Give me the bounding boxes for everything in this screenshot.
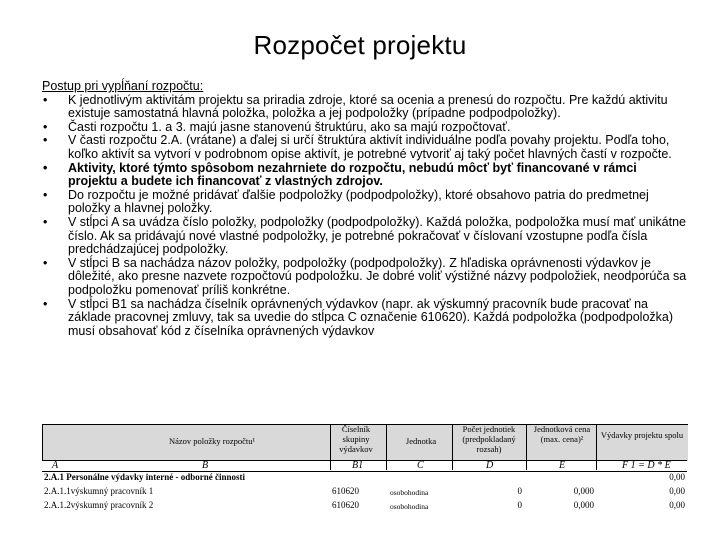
slide-title: Rozpočet projektu <box>253 30 467 60</box>
table-row <box>44 486 153 497</box>
column-divider <box>526 424 527 470</box>
header-ciselnik: Číselník skupiny výdavkov <box>339 424 373 454</box>
header-vydavky: Výdavky projektu spolu <box>600 430 684 440</box>
row-price: 0,000 <box>573 486 594 496</box>
instructions-list <box>42 94 687 339</box>
row-name: výskumný pracovník 2 <box>70 500 154 510</box>
header-cena: Jednotková cena (max. cena)² <box>533 424 591 444</box>
row-code: 610620 <box>332 500 359 510</box>
row-count: 0 <box>517 486 522 496</box>
list-item: • V stĺpci A sa uvádza číslo položky, podpoložky (podpodpoložky). Každá položka, podpoložka musí mať unikátne číslo. Ak sa pridávajú nové vlastné podpoložky, je potrebné pokračovať v číslovaní vzostupne podľa čísla predchádzajúcej podpoložky. <box>42 216 687 257</box>
row-total: 0,00 <box>669 500 685 510</box>
row-unit: osobohodina <box>390 502 429 511</box>
column-divider <box>452 424 453 470</box>
row-id: 2.A.1.1 <box>44 486 71 496</box>
column-letter-c: C <box>417 460 424 471</box>
row-price: 0,000 <box>573 500 594 510</box>
column-divider <box>330 424 331 470</box>
row-total: 0,00 <box>669 472 685 482</box>
instructions <box>42 80 687 338</box>
list-item: • V časti rozpočtu 2.A. (vrátane) a ďalej si určí štruktúra aktivít individuálne podľa povahy projektu. Podľa toho, koľko aktivít sa vytvorí v podrobnom opise aktivít, je potrebné vytvoriť aj taký počet hlavných častí v rozpočte. <box>42 134 687 161</box>
list-item: • K jednotlivým aktivitám projektu sa priradia zdroje, ktoré sa ocenia a prenesú do rozpočtu. Pre každú aktivitu existuje samostatná hlavná položka, položka a jej podpoložky (prípadne podpodpoložky). <box>42 94 687 121</box>
header-jednotka: Jednotka <box>405 436 437 446</box>
header-name: Názov položky rozpočtu¹ <box>168 436 256 446</box>
column-letter-e: E <box>559 460 566 471</box>
row-code: 610620 <box>332 486 359 496</box>
table-row <box>44 500 153 511</box>
column-letter-d: D <box>486 460 494 471</box>
row-id: 2.A.1.2 <box>44 500 71 510</box>
column-letter-b: B <box>202 460 209 471</box>
column-divider <box>596 424 597 470</box>
header-divider <box>42 460 687 461</box>
row-name: Personálne výdavky interné - odborné činnosti <box>66 472 246 482</box>
row-unit: osobohodina <box>390 488 429 497</box>
table-row <box>44 472 245 483</box>
column-letter-f: F 1 = D * E <box>622 460 671 471</box>
column-letter-b1: B1 <box>352 460 364 471</box>
row-id: 2.A.1 <box>44 472 64 482</box>
column-letter-a: A <box>52 460 59 471</box>
list-item: • V stĺpci B sa nachádza názov položky, podpoložky (podpodpoložky). Z hľadiska oprávnenosti výdavkov je dôležité, ako presne nazvete rozpočtovú podpoložku. Je dobré voliť výstižné názvy podpoložiek, neodporúča sa podpoložku pomenovať príliš konkrétne. <box>42 257 687 298</box>
header-pocet: Počet jednotiek (predpokladaný rozsah) <box>462 424 516 454</box>
list-item: • V stĺpci B1 sa nachádza číselník oprávnených výdavkov (napr. ak výskumný pracovník bude pracovať na základe pracovnej zmluvy, tak sa uvedie do stĺpca C označenie 610620). Každá podpoložka (podpodpoložka) musí obsahovať kód z číselníka oprávnených výdavkov <box>42 298 687 339</box>
row-name: výskumný pracovník 1 <box>70 486 154 496</box>
column-divider <box>386 424 387 470</box>
list-item: • Aktivity, ktoré týmto spôsobom nezahrniete do rozpočtu, nebudú môcť byť financované v rámci projektu a budete ich financovať z vlastných zdrojov. <box>42 162 687 189</box>
list-item: • Časti rozpočtu 1. a 3. majú jasne stanovenú štruktúru, ako sa majú rozpočtovať. <box>42 121 687 135</box>
row-total: 0,00 <box>669 486 685 496</box>
instructions-heading: Postup pri vypĺňaní rozpočtu: <box>42 79 204 93</box>
budget-table <box>42 424 687 514</box>
row-count: 0 <box>517 500 522 510</box>
list-item: • Do rozpočtu je možné pridávať ďalšie podpoložky (podpodpoložky), ktoré obsahovo patria do predmetnej položky a hlavnej položky. <box>42 189 687 216</box>
